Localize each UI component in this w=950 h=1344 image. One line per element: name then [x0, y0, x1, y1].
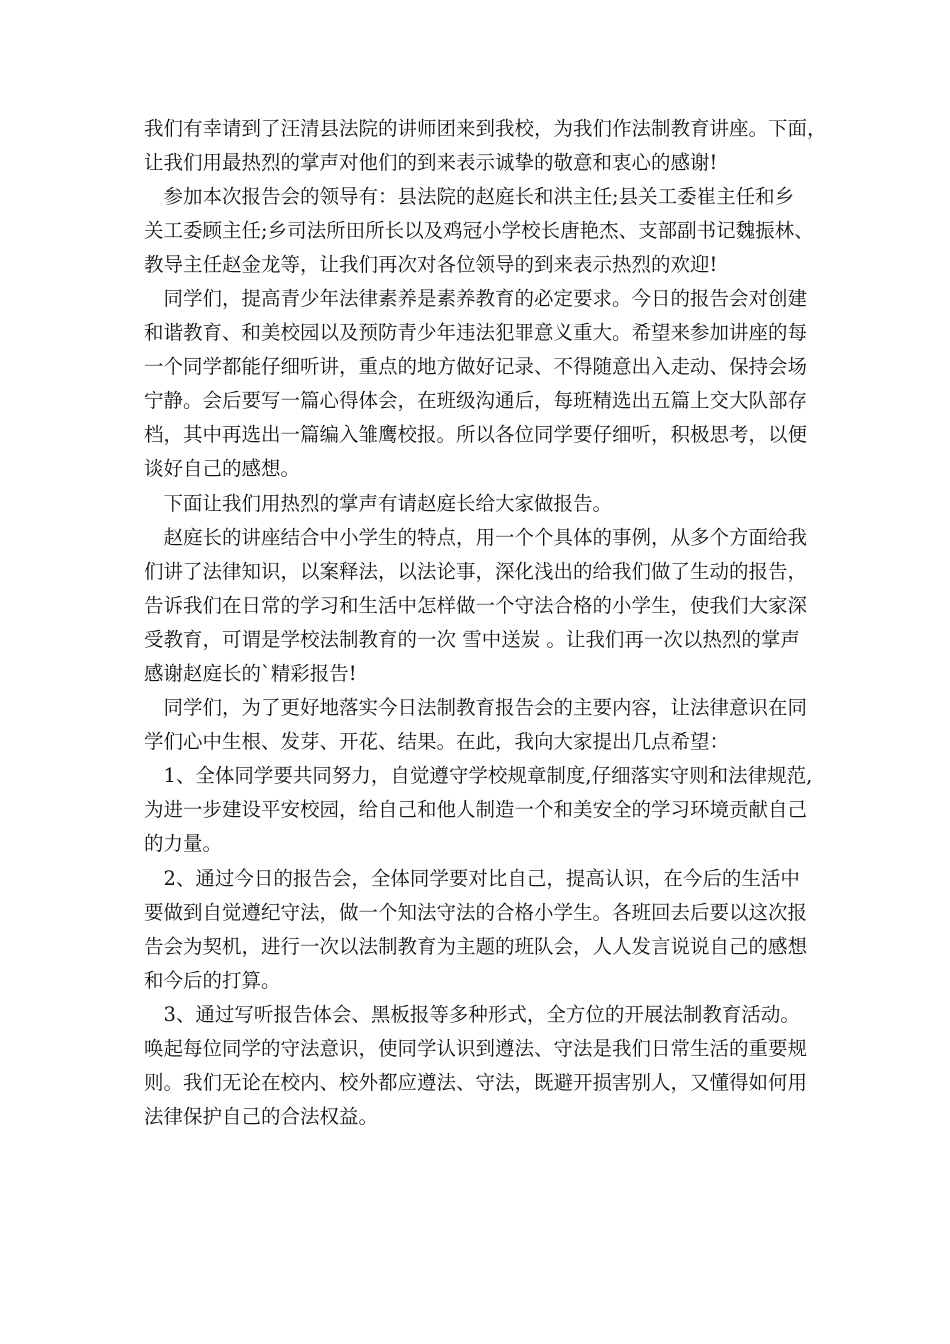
text-line: 要做到自觉遵纪守法，做一个知法守法的合格小学生。各班回去后要以这次报 — [144, 901, 808, 924]
text-line: 法律保护自己的合法权益。 — [144, 1105, 379, 1128]
text-line: 让我们用最热烈的掌声对他们的到来表示诚挚的敬意和衷心的感谢! — [144, 151, 718, 174]
text-line: 和今后的打算。 — [144, 969, 281, 992]
text-line: 受教育，可谓是学校法制教育的一次 雪中送炭 。让我们再一次以热烈的掌声 — [144, 628, 800, 651]
text-line: 同学们，提高青少年法律素养是素养教育的必定要求。今日的报告会对创建 — [144, 287, 808, 310]
text-line: 我们有幸请到了汪清县法院的讲师团来到我校，为我们作法制教育讲座。下面， — [144, 117, 827, 140]
text-line: 和谐教育、和美校园以及预防青少年违法犯罪意义重大。希望来参加讲座的每 — [144, 321, 808, 344]
text-line: 告会为契机，进行一次以法制教育为主题的班队会，人人发言说说自己的感想 — [144, 935, 808, 958]
text-line: 宁静。会后要写一篇心得体会，在班级沟通后，每班精选出五篇上交大队部存 — [144, 389, 808, 412]
text-line: 3、通过写听报告体会、黑板报等多种形式，全方位的开展法制教育活动。 — [144, 1003, 800, 1026]
text-line: 告诉我们在日常的学习和生活中怎样做一个守法合格的小学生，使我们大家深 — [144, 594, 808, 617]
text-line: 1、全体同学要共同努力，自觉遵守学校规章制度,仔细落实守则和法律规范, — [144, 764, 813, 787]
text-line: 赵庭长的讲座结合中小学生的特点，用一个个具体的事例，从多个方面给我 — [144, 526, 808, 549]
text-line: 唤起每位同学的守法意识，使同学认识到遵法、守法是我们日常生活的重要规 — [144, 1037, 808, 1060]
text-line: 学们心中生根、发芽、开花、结果。在此，我向大家提出几点希望： — [144, 730, 730, 753]
text-line: 参加本次报告会的领导有：县法院的赵庭长和洪主任;县关工委崔主任和乡 — [144, 185, 795, 208]
text-line: 则。我们无论在校内、校外都应遵法、守法，既避开损害别人，又懂得如何用 — [144, 1071, 808, 1094]
text-line: 同学们，为了更好地落实今日法制教育报告会的主要内容，让法律意识在同 — [144, 696, 808, 719]
text-line: 一个同学都能仔细听讲，重点的地方做好记录、不得随意出入走动、保持会场 — [144, 355, 808, 378]
text-line: 档，其中再选出一篇编入雏鹰校报。所以各位同学要仔细听，积极思考，以便 — [144, 423, 808, 446]
text-line: 关工委顾主任;乡司法所田所长以及鸡冠小学校长唐艳杰、支部副书记魏振林、 — [144, 219, 814, 242]
text-line: 谈好自己的感想。 — [144, 457, 301, 480]
text-line: 2、通过今日的报告会，全体同学要对比自己，提高认识，在今后的生活中 — [144, 867, 800, 890]
text-line: 感谢赵庭长的`精彩报告! — [144, 662, 357, 685]
text-line: 为进一步建设平安校园，给自己和他人制造一个和美安全的学习环境贡献自己 — [144, 798, 808, 821]
text-line: 教导主任赵金龙等，让我们再次对各位领导的到来表示热烈的欢迎! — [144, 253, 718, 276]
text-line: 们讲了法律知识，以案释法，以法论事，深化浅出的给我们做了生动的报告， — [144, 560, 808, 583]
text-line: 的力量。 — [144, 832, 223, 855]
text-line: 下面让我们用热烈的掌声有请赵庭长给大家做报告。 — [144, 492, 613, 515]
